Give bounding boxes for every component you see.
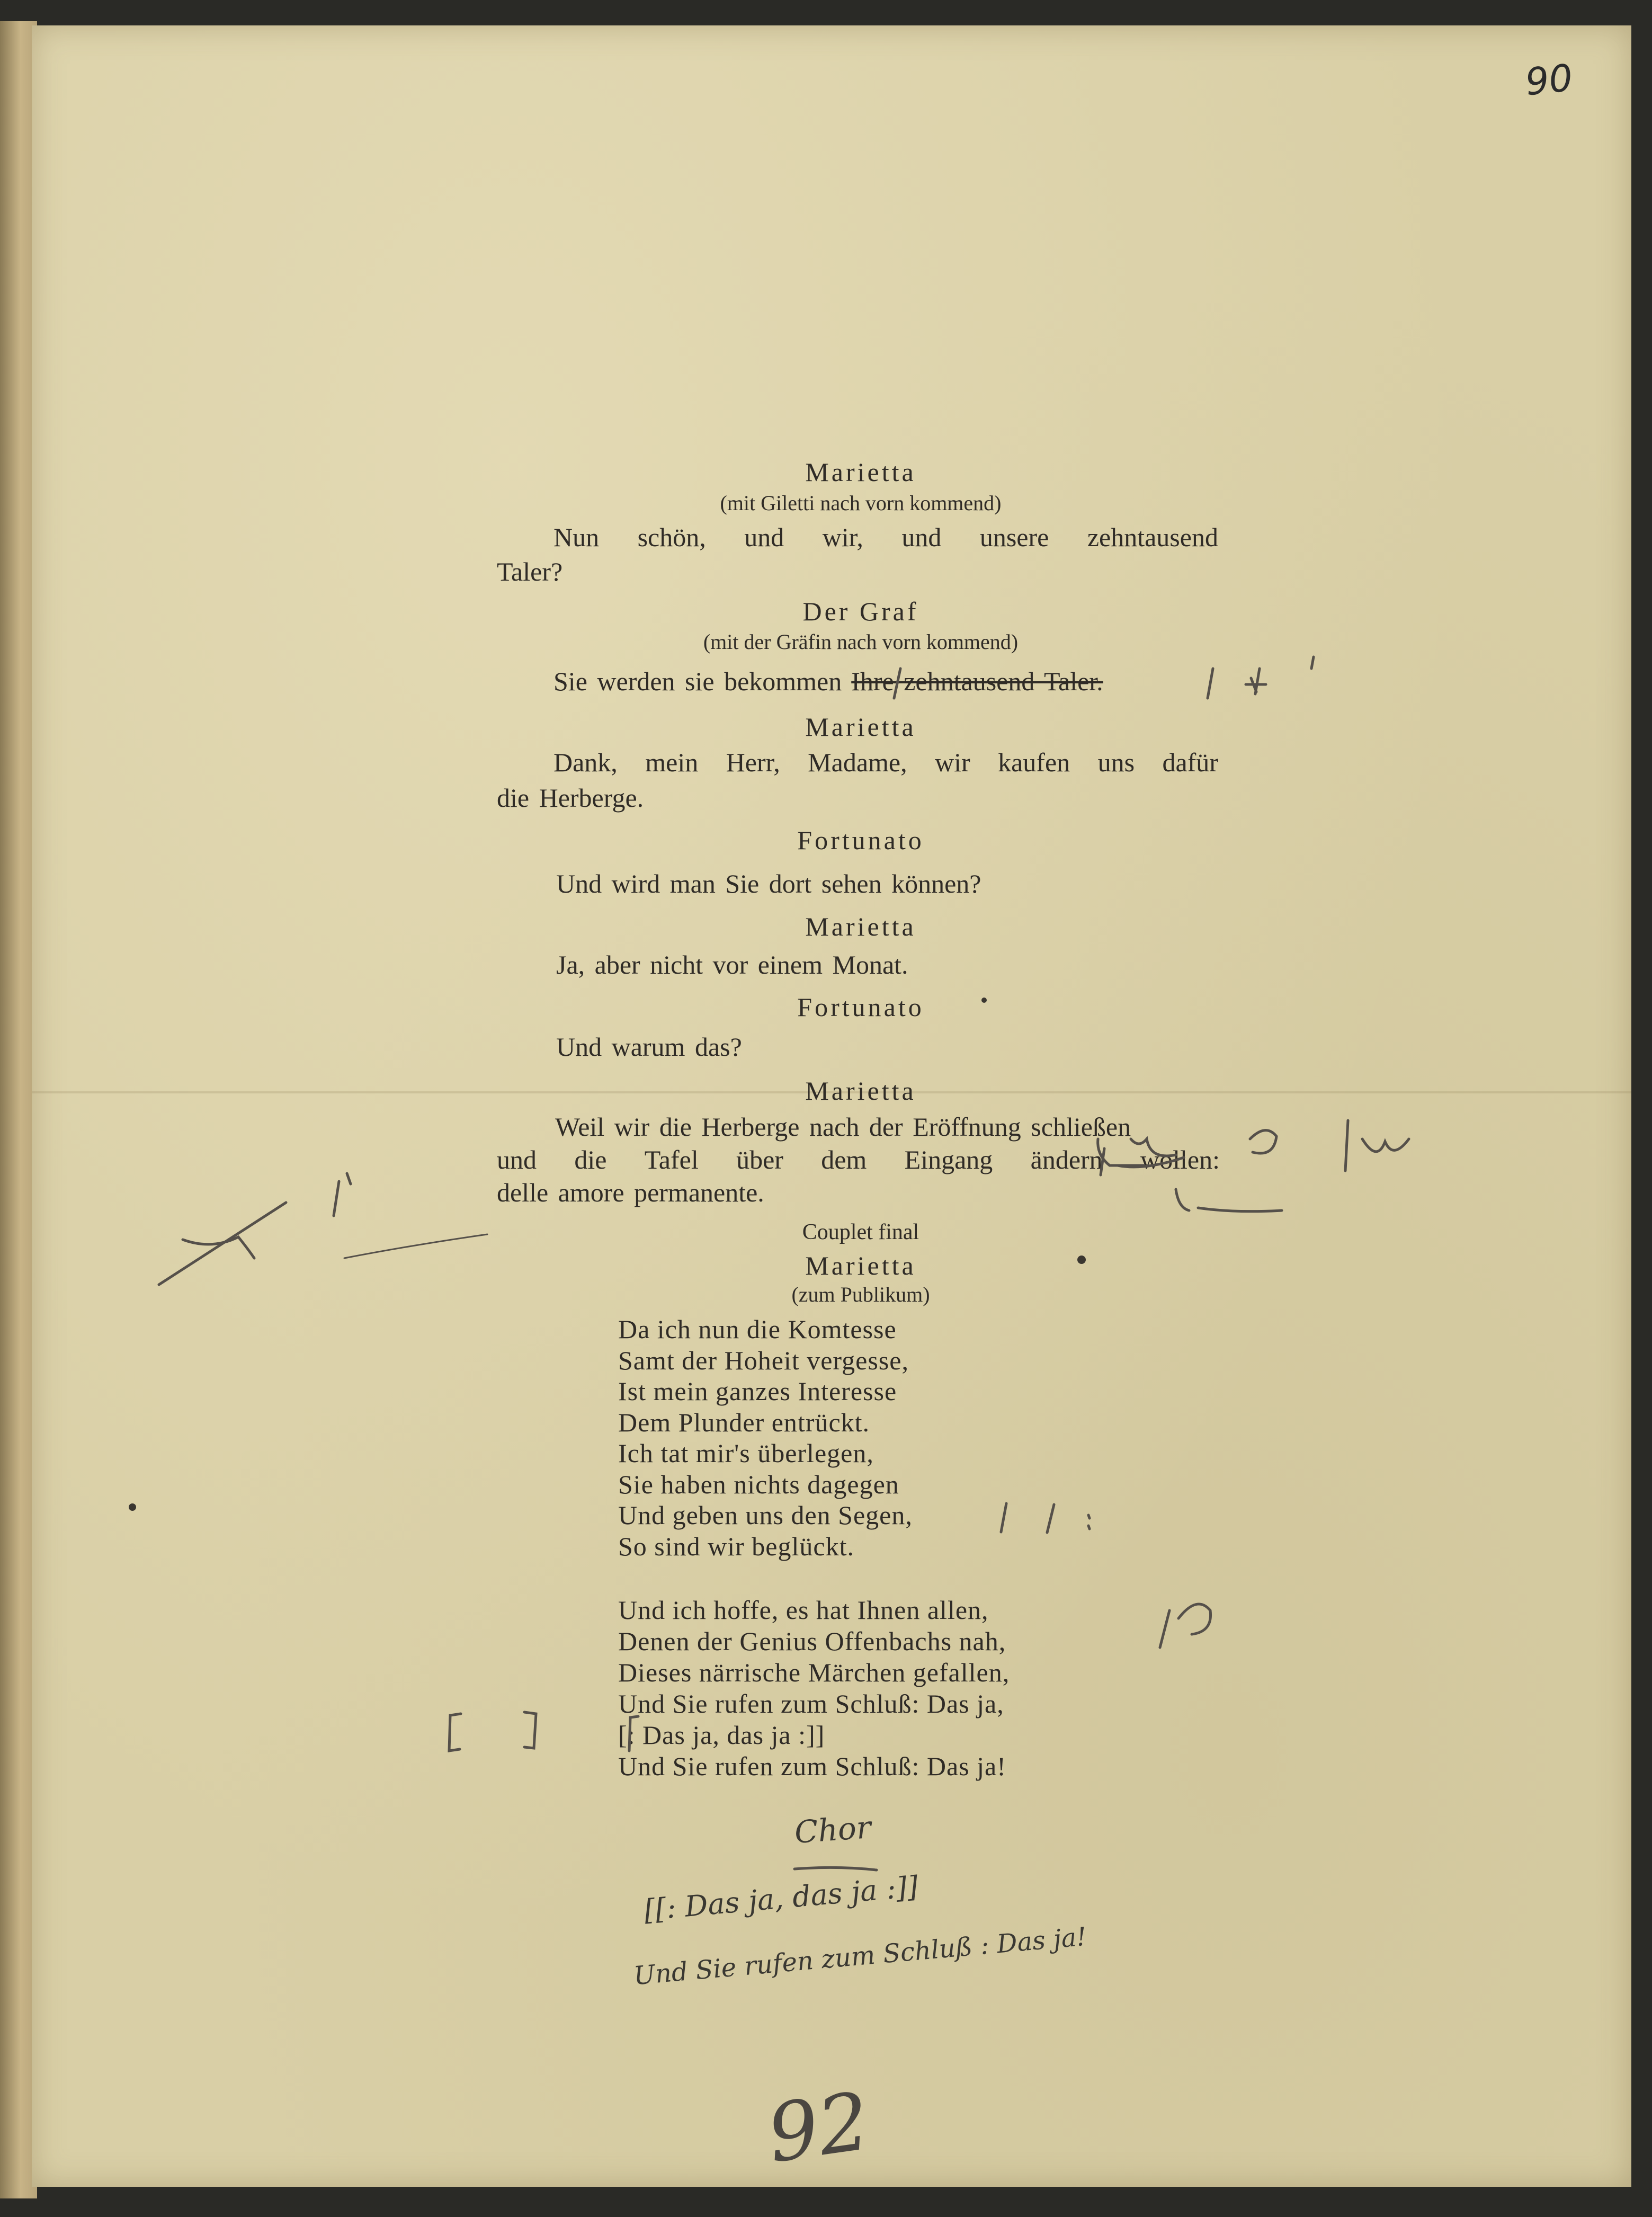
dialogue-line: delle amore permanente. (497, 1178, 764, 1207)
speaker-name: Marietta (805, 912, 916, 941)
dialogue-word: Dank, (553, 747, 618, 777)
verse-line: Sie haben nichts dagegen (618, 1469, 899, 1499)
dialogue-word: und (497, 1145, 537, 1174)
dialogue-word: und (744, 522, 784, 552)
paper-sheet (32, 25, 1631, 2187)
dialogue-word: dafür (1162, 747, 1218, 777)
folio-number: 90 (1523, 56, 1575, 104)
dialogue-line: Und wird man Sie dort sehen können? (556, 869, 981, 898)
verse-line: Und ich hoffe, es hat Ihnen allen, (618, 1595, 989, 1625)
dialogue-word: über (736, 1145, 783, 1174)
verse-line: Denen der Genius Offenbachs nah, (618, 1626, 1006, 1656)
couplet-heading: Couplet final (802, 1220, 919, 1244)
dialogue-word: ändern (1030, 1145, 1103, 1174)
verse-line: [: Das ja, das ja :]] (618, 1720, 825, 1750)
dialogue-word: wir (935, 747, 970, 777)
dialogue-line (497, 1144, 1220, 1175)
verse-line: Und Sie rufen zum Schluß: Das ja, (618, 1689, 1004, 1719)
dialogue-line (553, 666, 1103, 697)
dialogue-line (553, 747, 1218, 778)
dialogue-line (553, 522, 1218, 553)
dialogue-word: wir, (822, 522, 863, 552)
verse-line: Ich tat mir's überlegen, (618, 1438, 874, 1468)
stage-direction: (zum Publikum) (791, 1283, 930, 1306)
dialogue-line: Taler? (497, 557, 563, 586)
speaker-name: Marietta (805, 1076, 916, 1106)
struck-text: Ihre zehntausend Taler. (851, 666, 1103, 696)
dialogue-word: Nun (553, 522, 600, 552)
dialogue-word: und (901, 522, 942, 552)
dialogue-text: Sie werden sie bekommen (553, 666, 842, 696)
dialogue-word: uns (1097, 747, 1135, 777)
stage-direction: (mit Giletti nach vorn kommend) (720, 491, 1002, 515)
dialogue-word: dem (821, 1145, 867, 1174)
verse-line: Und Sie rufen zum Schluß: Das ja! (618, 1751, 1006, 1781)
dialogue-word: schön, (637, 522, 706, 552)
dialogue-word: unsere (979, 522, 1049, 552)
dialogue-word: kaufen (998, 747, 1070, 777)
dialogue-word: Madame, (808, 747, 907, 777)
handwritten-chor: Chor (793, 1809, 872, 1850)
stage-direction: (mit der Gräfin nach vorn kommend) (703, 630, 1019, 654)
dialogue-word: zehntausend (1087, 522, 1218, 552)
speaker-name: Marietta (805, 457, 916, 487)
speaker-name: Marietta (805, 1251, 916, 1280)
dialogue-word: mein (645, 747, 699, 777)
speaker-name: Fortunato (797, 992, 924, 1022)
speaker-name: Fortunato (797, 825, 924, 855)
verse-line: Dem Plunder entrückt. (618, 1407, 870, 1437)
dialogue-word: die (574, 1145, 607, 1174)
dialogue-word: wollen: (1140, 1145, 1220, 1174)
dialogue-word: Tafel (644, 1145, 699, 1174)
verse-line: Dieses närrische Märchen gefallen, (618, 1658, 1010, 1687)
dialogue-word: Herr, (726, 747, 780, 777)
verse-line: Und geben uns den Segen, (618, 1500, 913, 1530)
handwritten-page-number: 92 (762, 2075, 876, 2181)
dialogue-word: Eingang (904, 1145, 993, 1174)
dialogue-line: Ja, aber nicht vor einem Monat. (556, 950, 908, 980)
dialogue-line: Weil wir die Herberge nach der Eröffnung schließen (555, 1112, 1131, 1142)
handwritten-chor-line: Und Sie rufen zum Schluß : Das ja! (632, 1921, 1088, 1991)
verse-line: Samt der Hoheit vergesse, (618, 1345, 909, 1375)
speaker-name: Marietta (805, 712, 916, 742)
verse-line: Da ich nun die Komtesse (618, 1314, 897, 1344)
verse-line: Ist mein ganzes Interesse (618, 1376, 897, 1406)
handwritten-chor-line: [[: Das ja, das ja :]] (642, 1869, 919, 1927)
dialogue-line: die Herberge. (497, 783, 644, 813)
speaker-name: Der Graf (802, 596, 919, 626)
verse-line: So sind wir beglückt. (618, 1531, 854, 1561)
dialogue-line: Und warum das? (556, 1032, 742, 1062)
